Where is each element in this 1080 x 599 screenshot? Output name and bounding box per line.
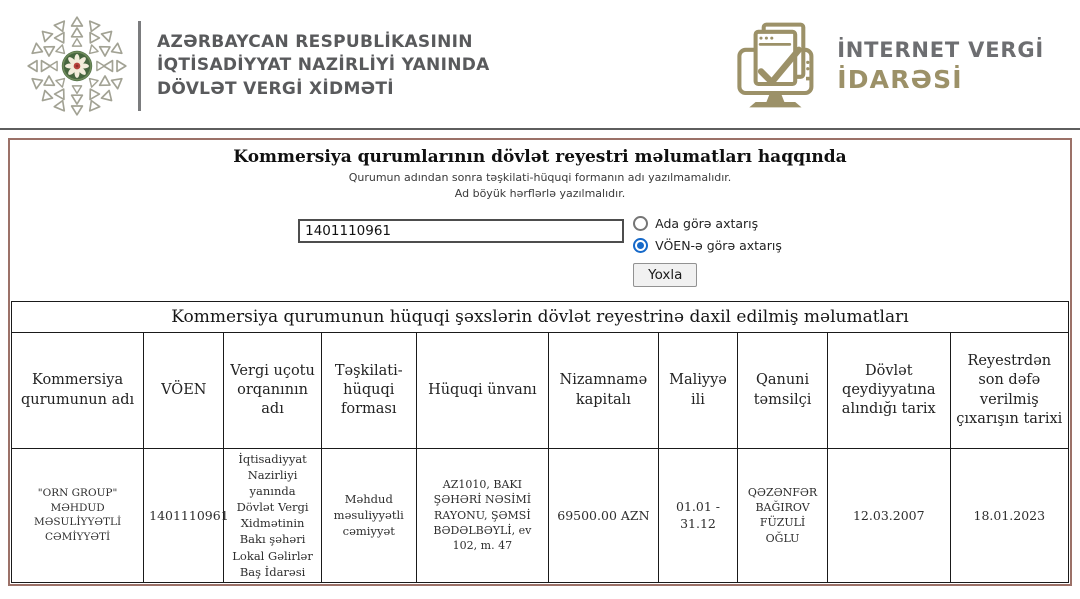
column-header: Vergi uçotu orqanının adı <box>224 333 321 449</box>
registry-table <box>11 301 1069 583</box>
radio-label-voen: VÖEN-ə görə axtarış <box>655 237 782 253</box>
table-caption: Kommersiya qurumunun hüquqi şəxslərin dövlət reyestrinə daxil edilmiş məlumatları <box>12 302 1069 333</box>
table-cell: 12.03.2007 <box>827 449 950 583</box>
column-header: Nizamnamə kapitalı <box>548 333 658 449</box>
table-caption-row <box>12 302 1069 333</box>
logo-divider <box>138 21 141 111</box>
monitor-check-icon <box>734 17 824 115</box>
ministry-name-line1: AZƏRBAYCAN RESPUBLİKASININ <box>157 31 473 52</box>
column-header: Qanuni təmsilçi <box>738 333 828 449</box>
ministry-name-line3: DÖVLƏT VERGİ XİDMƏTİ <box>157 78 394 99</box>
search-input[interactable] <box>298 219 624 243</box>
table-cell: 1401110961 <box>144 449 224 583</box>
table-cell: 18.01.2023 <box>950 449 1068 583</box>
header-rule <box>0 128 1080 130</box>
state-emblem-icon <box>26 15 128 117</box>
form-notes <box>10 170 1070 201</box>
column-header: Hüquqi ünvanı <box>416 333 548 449</box>
itd-name <box>837 38 1044 94</box>
table-cell: Məhdud məsuliyyətli cəmiyyət <box>321 449 416 583</box>
internet-tax-office-logo[interactable] <box>734 17 1044 115</box>
table-header-row <box>12 333 1069 449</box>
ministry-logo[interactable] <box>26 15 490 117</box>
table-row <box>12 449 1069 583</box>
page-header <box>0 0 1080 128</box>
table-cell: İqtisadiyyat Nazirliyi yanında Dövlət Vergi Xidmətinin Bakı şəhəri Lokal Gəlirlər Baş İdarəsi <box>224 449 321 583</box>
form-note-1: Qurumun adından sonra təşkilati-hüquqi formanın adı yazılmamalıdır. <box>348 171 732 184</box>
itd-name-line2: İDARƏSİ <box>837 65 963 94</box>
column-header: VÖEN <box>144 333 224 449</box>
column-header: Təşkilati-hüquqi forması <box>321 333 416 449</box>
radio-search-by-voen[interactable] <box>633 234 782 256</box>
form-note-2: Ad böyük hərflərlə yazılmalıdır. <box>454 186 626 200</box>
registry-lookup-panel <box>8 138 1072 586</box>
page-title: Kommersiya qurumlarının dövlət reyestri məlumatları haqqında <box>233 147 847 167</box>
ministry-name <box>157 31 490 101</box>
radio-search-by-name[interactable] <box>633 212 782 234</box>
radio-label-name: Ada görə axtarış <box>655 215 759 231</box>
column-header: Maliyyə ili <box>658 333 737 449</box>
column-header: Reyestrdən son dəfə verilmiş çıxarışın tarixi <box>950 333 1068 449</box>
table-cell: QƏZƏNFƏR BAĞIROV FÜZULİ OĞLU <box>738 449 828 583</box>
ministry-name-line2: İQTİSADİYYAT NAZİRLİYİ YANINDA <box>157 55 490 76</box>
table-cell: 69500.00 AZN <box>548 449 658 583</box>
search-mode-group <box>633 212 782 287</box>
column-header: Dövlət qeydiyyatına alındığı tarix <box>827 333 950 449</box>
table-cell: AZ1010, BAKI ŞƏHƏRİ NƏSİMİ RAYONU, ŞƏMSİ BƏDƏLBƏYLİ, ev 102, m. 47 <box>416 449 548 583</box>
radio-circle-name[interactable] <box>633 216 648 231</box>
search-form <box>10 140 1070 301</box>
table-cell: "ORN GROUP" MƏHDUD MƏSULİYYƏTLİ CƏMİYYƏTİ <box>12 449 144 583</box>
column-header: Kommersiya qurumunun adı <box>12 333 144 449</box>
check-button[interactable]: Yoxla <box>633 263 697 287</box>
table-cell: 01.01 - 31.12 <box>658 449 737 583</box>
radio-circle-voen[interactable] <box>633 238 648 253</box>
itd-name-line1: İNTERNET VERGİ <box>837 38 1044 62</box>
